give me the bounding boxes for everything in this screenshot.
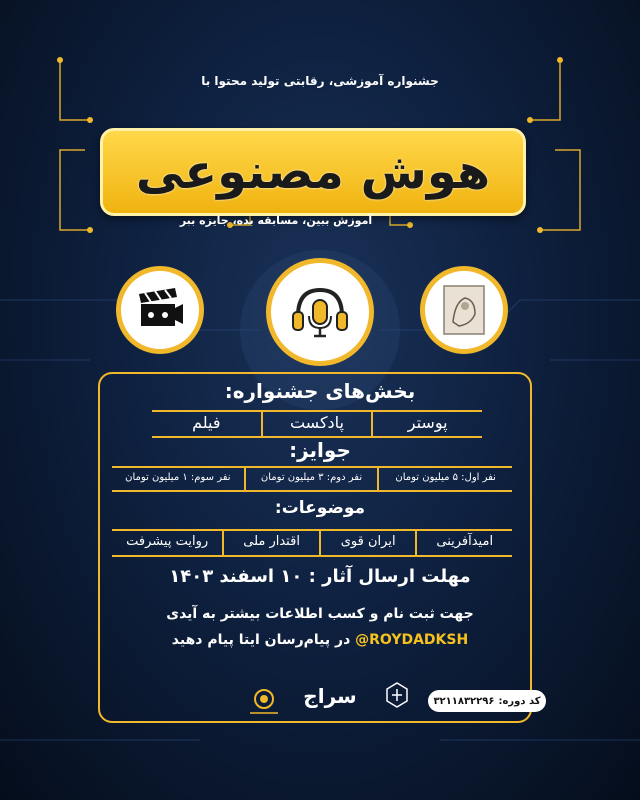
festival-subtitle: جشنواره آموزشی، رقابتی تولید محتوا با	[201, 74, 439, 88]
topic-item: روایت پیشرفت	[126, 534, 209, 549]
section-item-podcast: پادکست	[261, 410, 372, 436]
topics-row	[112, 529, 512, 555]
slogan: آموزش ببین، مسابقه بده، جایزه ببر	[179, 214, 373, 227]
deadline: مهلت ارسال آثار : ۱۰ اسفند ۱۴۰۳	[169, 566, 471, 587]
film-circle	[116, 266, 204, 354]
topics-title: موضوعات:	[274, 498, 366, 518]
org-logo-right	[382, 680, 412, 710]
prize-first: نفر اول: ۵ میلیون تومان	[377, 466, 512, 490]
emblem-logo-icon	[384, 681, 410, 709]
film-clapper-icon	[135, 288, 185, 332]
course-code-label: کد دوره:	[498, 695, 541, 707]
org-logo-left	[244, 686, 284, 716]
podcast-circle	[266, 258, 374, 366]
contact-suffix: در پیام‌رسان ایتا پیام دهید	[171, 632, 351, 648]
title-banner	[100, 128, 526, 216]
topic-item: اقتدار ملی	[222, 529, 319, 555]
prizes-row	[112, 466, 512, 490]
prize-second: نفر دوم: ۳ میلیون تومان	[244, 466, 378, 490]
course-code-badge	[428, 690, 546, 712]
sections-row	[152, 410, 482, 436]
prizes-title: جوایز:	[289, 438, 351, 462]
prize-third: نفر سوم: ۱ میلیون تومان	[125, 472, 231, 483]
divider	[112, 555, 512, 557]
seraj-logo: سراج	[303, 684, 357, 708]
course-code-value: ۳۲۱۱۸۳۲۲۹۶	[433, 695, 495, 707]
topic-item: ایران قوی	[319, 529, 416, 555]
ornament-logo-icon	[246, 687, 282, 715]
contact-line-1: جهت ثبت نام و کسب اطلاعات بیشتر به آیدی	[166, 606, 474, 622]
page-title: هوش مصنوعی	[135, 144, 491, 200]
contact-line-2	[0, 632, 640, 648]
topic-item: امیدآفرینی	[415, 529, 512, 555]
poster-frame-icon	[441, 284, 487, 336]
sections-title: بخش‌های جشنواره:	[224, 379, 416, 403]
podcast-headphones-icon	[288, 280, 352, 344]
poster-circle	[420, 266, 508, 354]
section-item-poster: پوستر	[371, 410, 482, 436]
section-item-film: فیلم	[192, 413, 221, 432]
eitaa-handle[interactable]: @ROYDADKSH	[355, 632, 469, 648]
divider	[112, 490, 512, 492]
